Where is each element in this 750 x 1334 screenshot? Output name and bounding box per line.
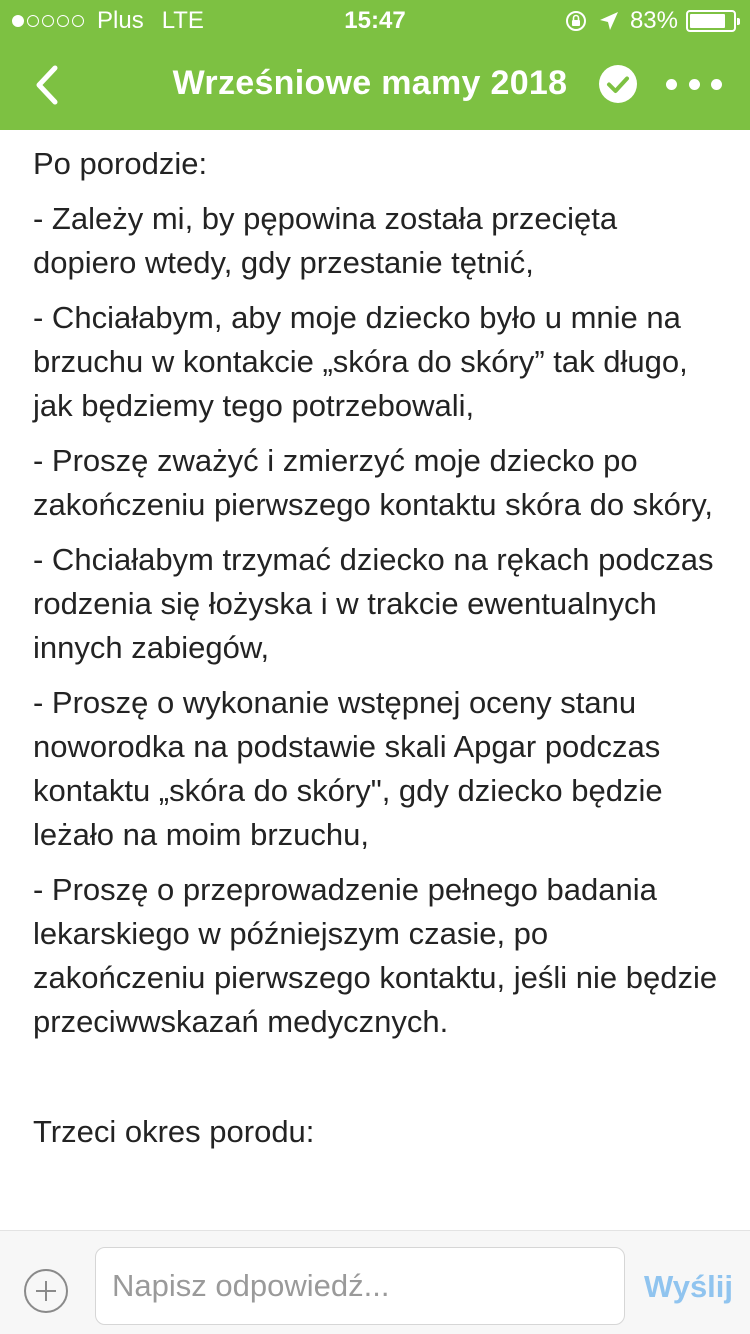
- post-paragraph: - Chciałabym trzymać dziecko na rękach podczas rodzenia się łożyska i w trakcie ewentualnych innych zabiegów,: [33, 542, 714, 665]
- battery-icon: [686, 10, 736, 32]
- navigation-bar: [0, 40, 750, 130]
- more-dot: [666, 79, 677, 90]
- post-paragraph: Po porodzie:: [33, 146, 208, 181]
- status-bar: [0, 0, 750, 40]
- post-paragraph: Trzeci okres porodu:: [33, 1114, 315, 1149]
- post-paragraph: - Zależy mi, by pępowina została przecięta dopiero wtedy, gdy przestanie tętnić,: [33, 201, 618, 280]
- battery-percent: 83%: [629, 7, 678, 34]
- battery-level: [690, 14, 725, 28]
- post-paragraph: - Proszę o wykonanie wstępnej oceny stanu noworodka na podstawie skali Apgar podczas kontaktu „skóra do skóry", gdy dziecko będzie leżało na moim brzuchu,: [33, 685, 663, 852]
- send-button[interactable]: Wyślij: [644, 1269, 734, 1304]
- post-content: [0, 130, 750, 1230]
- more-options-button[interactable]: [666, 66, 722, 102]
- rotation-lock-icon: [564, 9, 588, 33]
- reply-bar: [0, 1230, 750, 1334]
- more-dot: [711, 79, 722, 90]
- app-header: [0, 0, 750, 130]
- location-arrow-icon: [598, 10, 620, 32]
- plus-circle-icon[interactable]: [24, 1269, 68, 1313]
- page-title: Wrześniowe mamy 2018: [172, 64, 568, 102]
- check-button[interactable]: [598, 64, 638, 104]
- carrier-name: Plus: [97, 7, 144, 34]
- check-circle-icon: [598, 64, 638, 104]
- status-right: [554, 7, 736, 35]
- network-type: LTE: [161, 7, 204, 34]
- more-dot: [689, 79, 700, 90]
- reply-input[interactable]: [95, 1247, 625, 1325]
- post-paragraph: - Proszę o przeprowadzenie pełnego badania lekarskiego w późniejszym czasie, po zakończeniu pierwszego kontaktu, jeśli nie będzie przeciwwskazań medycznych.: [33, 872, 718, 1039]
- status-time: 15:47: [344, 7, 406, 34]
- post-paragraph: - Chciałabym, aby moje dziecko było u mnie na brzuchu w kontakcie „skóra do skóry” tak długo, jak będziemy tego potrzebowali,: [33, 300, 688, 423]
- post-paragraph: - Proszę zważyć i zmierzyć moje dziecko po zakończeniu pierwszego kontaktu skóra do skóry,: [33, 443, 714, 522]
